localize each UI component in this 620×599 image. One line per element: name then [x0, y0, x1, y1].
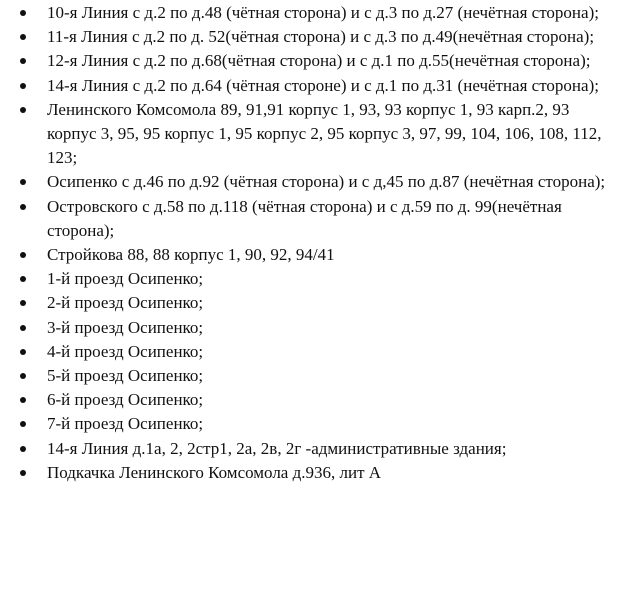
- list-item-text: 12-я Линия с д.2 по д.68(чётная сторона) и с д.1 по д.55(нечётная сторона);: [47, 51, 591, 71]
- list-item: [0, 388, 620, 412]
- bullet-icon: [20, 204, 26, 210]
- list-item: [0, 1, 620, 25]
- list-item: [0, 461, 620, 485]
- list-item: [0, 267, 620, 291]
- list-item: [0, 316, 620, 340]
- bullet-icon: [20, 34, 26, 40]
- list-item: [0, 412, 620, 436]
- bullet-icon: [20, 300, 26, 306]
- bullet-icon: [20, 373, 26, 379]
- list-item: [0, 291, 620, 315]
- list-item-text: 11-я Линия с д.2 по д. 52(чётная сторона) и с д.3 по д.49(нечётная сторона);: [47, 27, 595, 47]
- list-item: [0, 195, 620, 243]
- list-item-text: 4-й проезд Осипенко;: [47, 341, 204, 361]
- list-item-text: Подкачка Ленинского Комсомола д.936, лит А: [47, 462, 382, 482]
- list-item-text: 14-я Линия д.1а, 2, 2стр1, 2а, 2в, 2г -административные здания;: [47, 438, 507, 458]
- list-item: [0, 243, 620, 267]
- list-item: [0, 364, 620, 388]
- list-item: [0, 340, 620, 364]
- bullet-icon: [20, 421, 26, 427]
- list-item: [0, 170, 620, 194]
- list-item: [0, 25, 620, 49]
- bullet-icon: [20, 470, 26, 476]
- bullet-icon: [20, 10, 26, 16]
- list-item: [0, 98, 620, 171]
- list-item-text: 7-й проезд Осипенко;: [47, 414, 204, 434]
- list-item: [0, 437, 620, 461]
- bullet-icon: [20, 83, 26, 89]
- bullet-icon: [20, 397, 26, 403]
- bullet-icon: [20, 325, 26, 331]
- list-item-text: 6-й проезд Осипенко;: [47, 390, 204, 410]
- list-item-text: 3-й проезд Осипенко;: [47, 317, 204, 337]
- list-item-text: Стройкова 88, 88 корпус 1, 90, 92, 94/41: [47, 245, 335, 265]
- bullet-icon: [20, 58, 26, 64]
- list-item-text: 5-й проезд Осипенко;: [47, 366, 204, 386]
- bullet-icon: [20, 252, 26, 258]
- bullet-icon: [20, 179, 26, 185]
- list-item: [0, 49, 620, 73]
- bullet-icon: [20, 446, 26, 452]
- list-item-text: 1-й проезд Осипенко;: [47, 269, 204, 289]
- bullet-icon: [20, 107, 26, 113]
- list-item-text: Ленинского Комсомола 89, 91,91 корпус 1, 93, 93 корпус 1, 93 карп.2, 93 корпус 3, 95, 95 корпус 1, 95 корпус 2, 95 корпус 3, 97, 99, 104, 106, 108, 112, 123;: [47, 99, 602, 168]
- bullet-icon: [20, 276, 26, 282]
- list-item-text: 10-я Линия с д.2 по д.48 (чётная сторона) и с д.3 по д.27 (нечётная сторона);: [47, 3, 599, 22]
- list-item-text: Осипенко с д.46 по д.92 (чётная сторона) и с д,45 по д.87 (нечётная сторона);: [47, 172, 606, 192]
- list-item-text: 14-я Линия с д.2 по д.64 (чётная стороне) и с д.1 по д.31 (нечётная сторона);: [47, 75, 599, 95]
- bullet-icon: [20, 349, 26, 355]
- list-item-text: Островского с д.58 по д.118 (чётная сторона) и с д.59 по д. 99(нечётная сторона);: [47, 196, 562, 240]
- list-item: [0, 74, 620, 98]
- list-item-text: 2-й проезд Осипенко;: [47, 293, 204, 313]
